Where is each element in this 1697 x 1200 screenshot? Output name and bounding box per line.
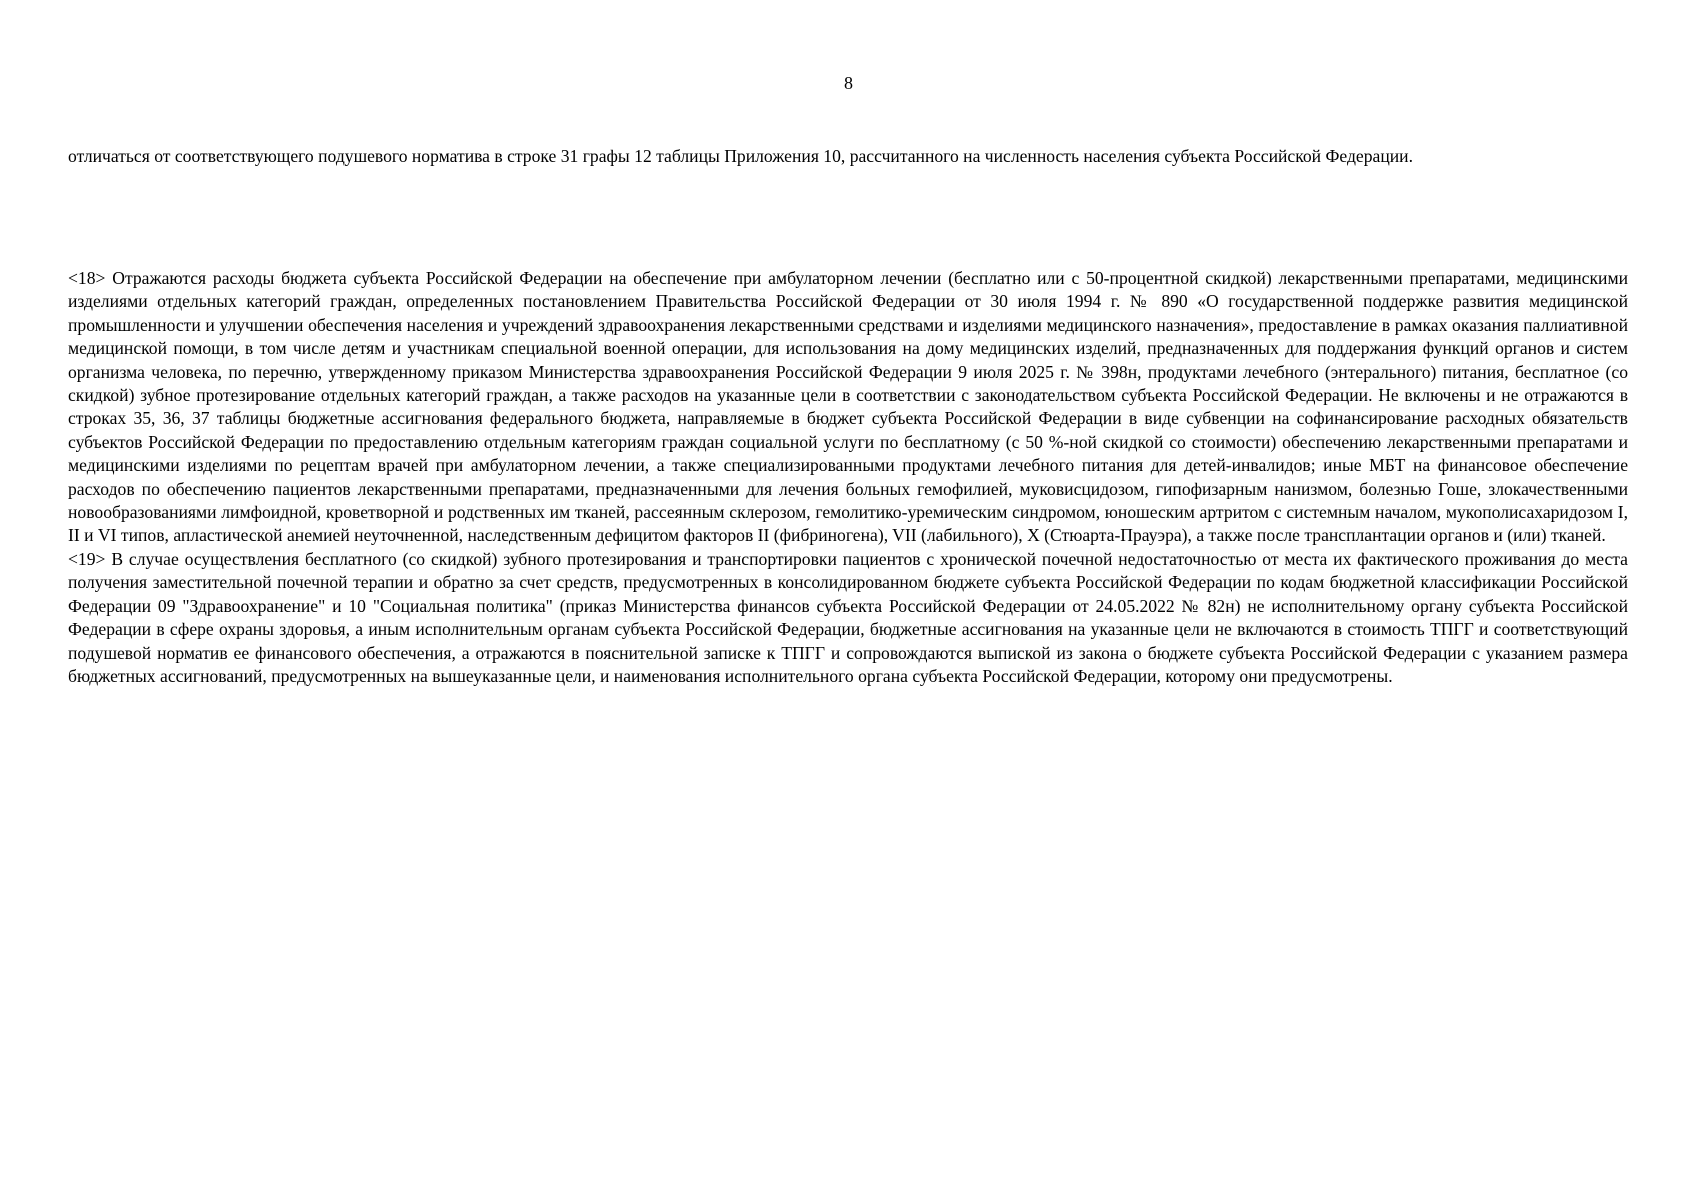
footnote-marker: <18> (68, 268, 106, 288)
footnote-marker: <19> (68, 548, 106, 569)
footnotes (68, 267, 1628, 688)
footnote-text: В случае осуществления бесплатного (со скидкой) зубного протезирования и транспортировки пациентов с хронической почечной недостаточностью от места их фактического проживания до места получения заместительной почечной терапии и обратно за счет средств, предусмотренных в консолидированном бюджете субъекта Российской Федерации по кодам бюджетной классификации Российской Федерации 09 "Здравоохранение" и 10 "Социальная политика" (приказ Министерства финансов субъекта Российской Федерации от 24.05.2022 № 82н) не исполнительному органу субъекта Российской Федерации в сфере охраны здоровья, а иным исполнительным органам субъекта Российской Федерации, бюджетные ассигнования на указанные цели не включаются в стоимость ТПГГ и соответствующий подушевой норматив ее финансового обеспечения, а отражаются в пояснительной записке к ТПГГ и сопровождаются выпиской из закона о бюджете субъекта Российской Федерации с указанием размера бюджетных ассигнований, предусмотренных на вышеуказанные цели, и наименования исполнительного органа субъекта Российской Федерации, которому они предусмотрены. (68, 548, 1628, 686)
intro-paragraph: отличаться от соответствующего подушевого норматива в строке 31 графы 12 таблицы Приложения 10, рассчитанного на численность населения субъекта Российской Федерации. (68, 146, 1413, 166)
footnote-text: Отражаются расходы бюджета субъекта Российской Федерации на обеспечение при амбулаторном лечении (бесплатно или с 50-процентной скидкой) лекарственными препаратами, медицинскими изделиями отдельных категорий граждан, определенных постановлением Правительства Российской Федерации от 30 июля 1994 г. № 890 «О государственной поддержке развития медицинской промышленности и улучшении обеспечения населения и учреждений здравоохранения лекарственными средствами и изделиями медицинского назначения», предоставление в рамках оказания паллиативной медицинской помощи, в том числе детям и участникам специальной военной операции, для использования на дому медицинских изделий, предназначенных для поддержания функций органов и систем организма человека, по перечню, утвержденному приказом Министерства здравоохранения Российской Федерации 9 июля 2025 г. № 398н, продуктами лечебного (энтерального) питания, бесплатное (со скидкой) зубное протезирование отдельных категорий граждан, а также расходов на указанные цели в соответствии с законодательством субъекта Российской Федерации. Не включены и не отражаются в строках 35, 36, 37 таблицы бюджетные ассигнования федерального бюджета, направляемые в бюджет субъекта Российской Федерации в виде субвенции на софинансирование расходных обязательств субъектов Российской Федерации по предоставлению отдельным категориям граждан социальной услуги по бесплатному (с 50 %-ной скидкой со стоимости) обеспечению лекарственными препаратами и медицинскими изделиями по рецептам врачей при амбулаторном лечении, а также специализированными продуктами лечебного питания для детей-инвалидов; иные МБТ на финансовое обеспечение расходов по обеспечению пациентов лекарственными препаратами, предназначенными для лечения больных гемофилией, муковисцидозом, гипофизарным нанизмом, болезнью Гоше, злокачественными новообразованиями лимфоидной, кроветворной и родственных им тканей, рассеянным склерозом, гемолитико-уремическим синдромом, юношеским артритом с системным началом, мукополисахаридозом I, II и VI типов, апластической анемией неуточненной, наследственным дефицитом факторов II (фибриногена), VII (лабильного), X (Стюарта-Прауэра), а также после трансплантации органов и (или) тканей. (68, 268, 1628, 546)
footnote-18 (68, 267, 1628, 548)
page-number: 8 (844, 73, 853, 93)
footnote-19 (68, 548, 1628, 688)
